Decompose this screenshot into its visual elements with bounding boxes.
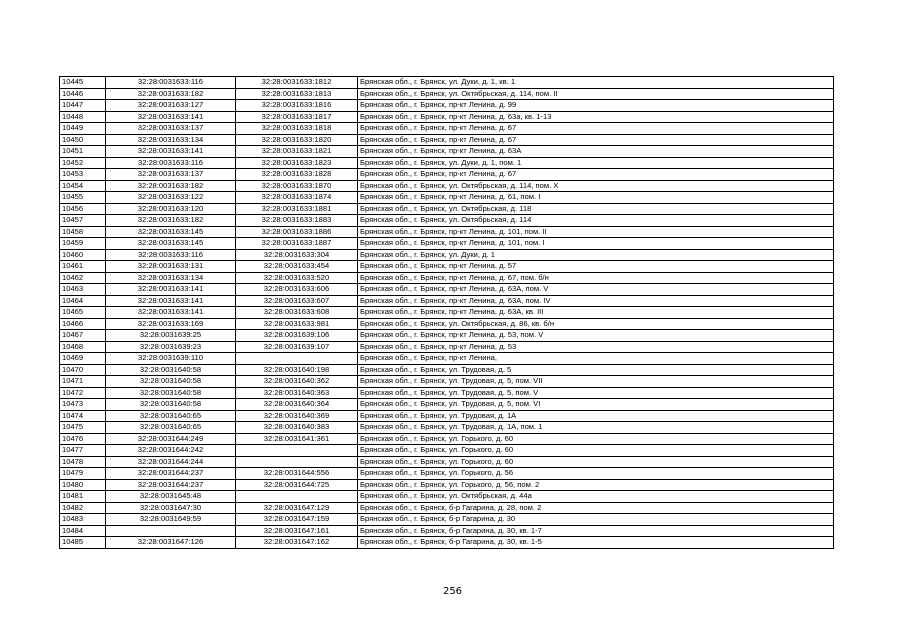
row-number-cell: 10473 xyxy=(60,399,106,411)
parcel-cadastral-number-cell: 32:28:0031647:126 xyxy=(106,537,236,549)
parcel-cadastral-number-cell: 32:28:0031633:127 xyxy=(106,100,236,112)
table-row xyxy=(60,284,834,296)
address-cell: Брянская обл., г. Брянск, б-р Гагарина, д. 28, пом. 2 xyxy=(358,502,834,514)
address-cell: Брянская обл., г. Брянск, ул. Дуки, д. 1 xyxy=(358,249,834,261)
object-cadastral-number-cell xyxy=(236,491,358,503)
address-cell: Брянская обл., г. Брянск, пр-кт Ленина, д. 53 xyxy=(358,341,834,353)
table-row xyxy=(60,215,834,227)
row-number-cell: 10468 xyxy=(60,341,106,353)
row-number-cell: 10458 xyxy=(60,226,106,238)
row-number-cell: 10465 xyxy=(60,307,106,319)
row-number-cell: 10466 xyxy=(60,318,106,330)
table-row xyxy=(60,295,834,307)
row-number-cell: 10461 xyxy=(60,261,106,273)
address-cell: Брянская обл., г. Брянск, ул. Октябрьская, д. 118 xyxy=(358,203,834,215)
table-row xyxy=(60,169,834,181)
parcel-cadastral-number-cell: 32:28:0031633:182 xyxy=(106,88,236,100)
row-number-cell: 10454 xyxy=(60,180,106,192)
row-number-cell: 10453 xyxy=(60,169,106,181)
address-cell: Брянская обл., г. Брянск, ул. Горького, д. 56, пом. 2 xyxy=(358,479,834,491)
row-number-cell: 10475 xyxy=(60,422,106,434)
object-cadastral-number-cell: 32:28:0031633:607 xyxy=(236,295,358,307)
parcel-cadastral-number-cell: 32:28:0031633:145 xyxy=(106,238,236,250)
address-cell: Брянская обл., г. Брянск, б-р Гагарина, д. 30, кв. 1-7 xyxy=(358,525,834,537)
address-cell: Брянская обл., г. Брянск, ул. Горького, д. 60 xyxy=(358,433,834,445)
address-cell: Брянская обл., г. Брянск, ул. Дуки, д. 1, кв. 1 xyxy=(358,77,834,89)
parcel-cadastral-number-cell: 32:28:0031644:237 xyxy=(106,479,236,491)
table-row xyxy=(60,364,834,376)
row-number-cell: 10477 xyxy=(60,445,106,457)
object-cadastral-number-cell: 32:28:0031633:1823 xyxy=(236,157,358,169)
object-cadastral-number-cell: 32:28:0031633:1821 xyxy=(236,146,358,158)
object-cadastral-number-cell: 32:28:0031633:520 xyxy=(236,272,358,284)
parcel-cadastral-number-cell: 32:28:0031633:169 xyxy=(106,318,236,330)
address-cell: Брянская обл., г. Брянск, ул. Октябрьская, д. 114 xyxy=(358,215,834,227)
parcel-cadastral-number-cell: 32:28:0031633:141 xyxy=(106,295,236,307)
object-cadastral-number-cell: 32:28:0031647:161 xyxy=(236,525,358,537)
address-cell: Брянская обл., г. Брянск, ул. Трудовая, д. 5, пом. VI xyxy=(358,399,834,411)
object-cadastral-number-cell: 32:28:0031633:1817 xyxy=(236,111,358,123)
object-cadastral-number-cell: 32:28:0031633:1813 xyxy=(236,88,358,100)
address-cell: Брянская обл., г. Брянск, пр-кт Ленина, д. 63А, кв. III xyxy=(358,307,834,319)
row-number-cell: 10457 xyxy=(60,215,106,227)
object-cadastral-number-cell: 32:28:0031639:106 xyxy=(236,330,358,342)
row-number-cell: 10456 xyxy=(60,203,106,215)
parcel-cadastral-number-cell: 32:28:0031644:249 xyxy=(106,433,236,445)
row-number-cell: 10451 xyxy=(60,146,106,158)
row-number-cell: 10480 xyxy=(60,479,106,491)
row-number-cell: 10464 xyxy=(60,295,106,307)
parcel-cadastral-number-cell: 32:28:0031647:30 xyxy=(106,502,236,514)
table-row xyxy=(60,307,834,319)
table-row xyxy=(60,433,834,445)
parcel-cadastral-number-cell: 32:28:0031633:182 xyxy=(106,180,236,192)
row-number-cell: 10462 xyxy=(60,272,106,284)
table-row xyxy=(60,341,834,353)
parcel-cadastral-number-cell: 32:28:0031640:65 xyxy=(106,422,236,434)
row-number-cell: 10459 xyxy=(60,238,106,250)
parcel-cadastral-number-cell: 32:28:0031633:137 xyxy=(106,169,236,181)
parcel-cadastral-number-cell: 32:28:0031639:23 xyxy=(106,341,236,353)
table-row xyxy=(60,180,834,192)
row-number-cell: 10485 xyxy=(60,537,106,549)
address-cell: Брянская обл., г. Брянск, пр-кт Ленина, д. 67 xyxy=(358,169,834,181)
parcel-cadastral-number-cell: 32:28:0031633:137 xyxy=(106,123,236,135)
object-cadastral-number-cell: 32:28:0031633:1828 xyxy=(236,169,358,181)
table-row xyxy=(60,238,834,250)
object-cadastral-number-cell: 32:28:0031647:162 xyxy=(236,537,358,549)
table-row xyxy=(60,157,834,169)
table-row xyxy=(60,330,834,342)
table-row xyxy=(60,456,834,468)
object-cadastral-number-cell: 32:28:0031640:363 xyxy=(236,387,358,399)
row-number-cell: 10460 xyxy=(60,249,106,261)
object-cadastral-number-cell: 32:28:0031644:725 xyxy=(236,479,358,491)
table-row xyxy=(60,479,834,491)
address-cell: Брянская обл., г. Брянск, ул. Октябрьская, д. 114, пом. II xyxy=(358,88,834,100)
parcel-cadastral-number-cell: 32:28:0031645:48 xyxy=(106,491,236,503)
parcel-cadastral-number-cell: 32:28:0031639:110 xyxy=(106,353,236,365)
row-number-cell: 10474 xyxy=(60,410,106,422)
object-cadastral-number-cell: 32:28:0031639:107 xyxy=(236,341,358,353)
address-cell: Брянская обл., г. Брянск, пр-кт Ленина, д. 61, пом. I xyxy=(358,192,834,204)
address-cell: Брянская обл., г. Брянск, ул. Трудовая, д. 1А, пом. 1 xyxy=(358,422,834,434)
table-row xyxy=(60,387,834,399)
address-cell: Брянская обл., г. Брянск, пр-кт Ленина, д. 67 xyxy=(358,134,834,146)
table-row xyxy=(60,491,834,503)
object-cadastral-number-cell: 32:28:0031633:1818 xyxy=(236,123,358,135)
row-number-cell: 10447 xyxy=(60,100,106,112)
table-body xyxy=(60,77,834,549)
table-row xyxy=(60,525,834,537)
object-cadastral-number-cell xyxy=(236,353,358,365)
row-number-cell: 10455 xyxy=(60,192,106,204)
table-row xyxy=(60,111,834,123)
table-row xyxy=(60,226,834,238)
row-number-cell: 10482 xyxy=(60,502,106,514)
address-cell: Брянская обл., г. Брянск, ул. Октябрьская, д. 86, кв. б/н xyxy=(358,318,834,330)
object-cadastral-number-cell xyxy=(236,445,358,457)
object-cadastral-number-cell: 32:28:0031633:1883 xyxy=(236,215,358,227)
parcel-cadastral-number-cell: 32:28:0031633:134 xyxy=(106,134,236,146)
table-row xyxy=(60,100,834,112)
address-cell: Брянская обл., г. Брянск, пр-кт Ленина, д. 99 xyxy=(358,100,834,112)
table-row xyxy=(60,399,834,411)
object-cadastral-number-cell: 32:28:0031647:159 xyxy=(236,514,358,526)
row-number-cell: 10448 xyxy=(60,111,106,123)
object-cadastral-number-cell: 32:28:0031641:361 xyxy=(236,433,358,445)
table-row xyxy=(60,468,834,480)
object-cadastral-number-cell: 32:28:0031640:362 xyxy=(236,376,358,388)
row-number-cell: 10467 xyxy=(60,330,106,342)
address-cell: Брянская обл., г. Брянск, ул. Горького, д. 56 xyxy=(358,468,834,480)
parcel-cadastral-number-cell: 32:28:0031633:141 xyxy=(106,284,236,296)
table-row xyxy=(60,272,834,284)
address-cell: Брянская обл., г. Брянск, ул. Трудовая, д. 5, пом. VII xyxy=(358,376,834,388)
address-cell: Брянская обл., г. Брянск, ул. Октябрьская, д. 44а xyxy=(358,491,834,503)
row-number-cell: 10449 xyxy=(60,123,106,135)
address-cell: Брянская обл., г. Брянск, пр-кт Ленина, д. 67, пом. б/н xyxy=(358,272,834,284)
table-row xyxy=(60,502,834,514)
address-cell: Брянская обл., г. Брянск, пр-кт Ленина, д. 67 xyxy=(358,123,834,135)
address-cell: Брянская обл., г. Брянск, ул. Трудовая, д. 5 xyxy=(358,364,834,376)
parcel-cadastral-number-cell: 32:28:0031644:237 xyxy=(106,468,236,480)
parcel-cadastral-number-cell: 32:28:0031639:25 xyxy=(106,330,236,342)
parcel-cadastral-number-cell: 32:28:0031633:141 xyxy=(106,146,236,158)
table-row xyxy=(60,261,834,273)
address-cell: Брянская обл., г. Брянск, ул. Горького, д. 60 xyxy=(358,445,834,457)
address-cell: Брянская обл., г. Брянск, б-р Гагарина, д. 30, кв. 1-5 xyxy=(358,537,834,549)
row-number-cell: 10483 xyxy=(60,514,106,526)
table-row xyxy=(60,249,834,261)
address-cell: Брянская обл., г. Брянск, пр-кт Ленина, д. 101, пом. II xyxy=(358,226,834,238)
address-cell: Брянская обл., г. Брянск, пр-кт Ленина, д. 63А, пом. V xyxy=(358,284,834,296)
address-cell: Брянская обл., г. Брянск, б-р Гагарина, д. 30 xyxy=(358,514,834,526)
address-cell: Брянская обл., г. Брянск, пр-кт Ленина, д. 63А, пом. IV xyxy=(358,295,834,307)
row-number-cell: 10450 xyxy=(60,134,106,146)
parcel-cadastral-number-cell: 32:28:0031633:122 xyxy=(106,192,236,204)
address-cell: Брянская обл., г. Брянск, ул. Трудовая, д. 1А xyxy=(358,410,834,422)
table-row xyxy=(60,376,834,388)
address-cell: Брянская обл., г. Брянск, пр-кт Ленина, д. 63А xyxy=(358,146,834,158)
object-cadastral-number-cell: 32:28:0031633:1886 xyxy=(236,226,358,238)
row-number-cell: 10463 xyxy=(60,284,106,296)
parcel-cadastral-number-cell: 32:28:0031633:120 xyxy=(106,203,236,215)
object-cadastral-number-cell: 32:28:0031633:1881 xyxy=(236,203,358,215)
table-row xyxy=(60,77,834,89)
table-row xyxy=(60,88,834,100)
parcel-cadastral-number-cell: 32:28:0031633:145 xyxy=(106,226,236,238)
parcel-cadastral-number-cell: 32:28:0031644:244 xyxy=(106,456,236,468)
parcel-cadastral-number-cell: 32:28:0031644:242 xyxy=(106,445,236,457)
object-cadastral-number-cell: 32:28:0031633:304 xyxy=(236,249,358,261)
address-cell: Брянская обл., г. Брянск, ул. Трудовая, д. 5, пом. V xyxy=(358,387,834,399)
table-row xyxy=(60,203,834,215)
object-cadastral-number-cell: 32:28:0031640:383 xyxy=(236,422,358,434)
parcel-cadastral-number-cell: 32:28:0031633:116 xyxy=(106,249,236,261)
parcel-cadastral-number-cell: 32:28:0031633:182 xyxy=(106,215,236,227)
parcel-cadastral-number-cell: 32:28:0031633:141 xyxy=(106,307,236,319)
object-cadastral-number-cell: 32:28:0031640:369 xyxy=(236,410,358,422)
parcel-cadastral-number-cell: 32:28:0031640:58 xyxy=(106,399,236,411)
row-number-cell: 10446 xyxy=(60,88,106,100)
parcel-cadastral-number-cell xyxy=(106,525,236,537)
object-cadastral-number-cell: 32:28:0031633:1816 xyxy=(236,100,358,112)
row-number-cell: 10484 xyxy=(60,525,106,537)
row-number-cell: 10481 xyxy=(60,491,106,503)
cadastral-table xyxy=(59,76,834,549)
table-row xyxy=(60,422,834,434)
table-row xyxy=(60,353,834,365)
parcel-cadastral-number-cell: 32:28:0031640:58 xyxy=(106,387,236,399)
row-number-cell: 10470 xyxy=(60,364,106,376)
object-cadastral-number-cell: 32:28:0031644:556 xyxy=(236,468,358,480)
table-row xyxy=(60,146,834,158)
address-cell: Брянская обл., г. Брянск, пр-кт Ленина, xyxy=(358,353,834,365)
address-cell: Брянская обл., г. Брянск, пр-кт Ленина, д. 53, пом. V xyxy=(358,330,834,342)
row-number-cell: 10471 xyxy=(60,376,106,388)
object-cadastral-number-cell: 32:28:0031633:1820 xyxy=(236,134,358,146)
parcel-cadastral-number-cell: 32:28:0031633:116 xyxy=(106,77,236,89)
row-number-cell: 10478 xyxy=(60,456,106,468)
row-number-cell: 10472 xyxy=(60,387,106,399)
object-cadastral-number-cell: 32:28:0031633:606 xyxy=(236,284,358,296)
address-cell: Брянская обл., г. Брянск, ул. Дуки, д. 1, пом. 1 xyxy=(358,157,834,169)
parcel-cadastral-number-cell: 32:28:0031633:134 xyxy=(106,272,236,284)
table-row xyxy=(60,410,834,422)
table-row xyxy=(60,537,834,549)
parcel-cadastral-number-cell: 32:28:0031633:131 xyxy=(106,261,236,273)
page-number: 256 xyxy=(442,586,463,597)
address-cell: Брянская обл., г. Брянск, пр-кт Ленина, д. 63а, кв. 1-13 xyxy=(358,111,834,123)
row-number-cell: 10452 xyxy=(60,157,106,169)
parcel-cadastral-number-cell: 32:28:0031640:65 xyxy=(106,410,236,422)
address-cell: Брянская обл., г. Брянск, ул. Горького, д. 60 xyxy=(358,456,834,468)
table-row xyxy=(60,192,834,204)
parcel-cadastral-number-cell: 32:28:0031640:58 xyxy=(106,376,236,388)
object-cadastral-number-cell: 32:28:0031647:129 xyxy=(236,502,358,514)
object-cadastral-number-cell: 32:28:0031633:981 xyxy=(236,318,358,330)
object-cadastral-number-cell: 32:28:0031633:1870 xyxy=(236,180,358,192)
object-cadastral-number-cell xyxy=(236,456,358,468)
parcel-cadastral-number-cell: 32:28:0031633:116 xyxy=(106,157,236,169)
row-number-cell: 10479 xyxy=(60,468,106,480)
object-cadastral-number-cell: 32:28:0031633:608 xyxy=(236,307,358,319)
address-cell: Брянская обл., г. Брянск, пр-кт Ленина, д. 101, пом. I xyxy=(358,238,834,250)
table-row xyxy=(60,134,834,146)
address-cell: Брянская обл., г. Брянск, ул. Октябрьская, д. 114, пом. X xyxy=(358,180,834,192)
parcel-cadastral-number-cell: 32:28:0031649:59 xyxy=(106,514,236,526)
parcel-cadastral-number-cell: 32:28:0031633:141 xyxy=(106,111,236,123)
object-cadastral-number-cell: 32:28:0031633:454 xyxy=(236,261,358,273)
object-cadastral-number-cell: 32:28:0031633:1874 xyxy=(236,192,358,204)
object-cadastral-number-cell: 32:28:0031640:364 xyxy=(236,399,358,411)
table-row xyxy=(60,514,834,526)
row-number-cell: 10469 xyxy=(60,353,106,365)
table-row xyxy=(60,123,834,135)
object-cadastral-number-cell: 32:28:0031633:1812 xyxy=(236,77,358,89)
parcel-cadastral-number-cell: 32:28:0031640:58 xyxy=(106,364,236,376)
row-number-cell: 10445 xyxy=(60,77,106,89)
address-cell: Брянская обл., г. Брянск, пр-кт Ленина, д. 57 xyxy=(358,261,834,273)
object-cadastral-number-cell: 32:28:0031633:1887 xyxy=(236,238,358,250)
object-cadastral-number-cell: 32:28:0031640:198 xyxy=(236,364,358,376)
row-number-cell: 10476 xyxy=(60,433,106,445)
table-row xyxy=(60,445,834,457)
table-row xyxy=(60,318,834,330)
